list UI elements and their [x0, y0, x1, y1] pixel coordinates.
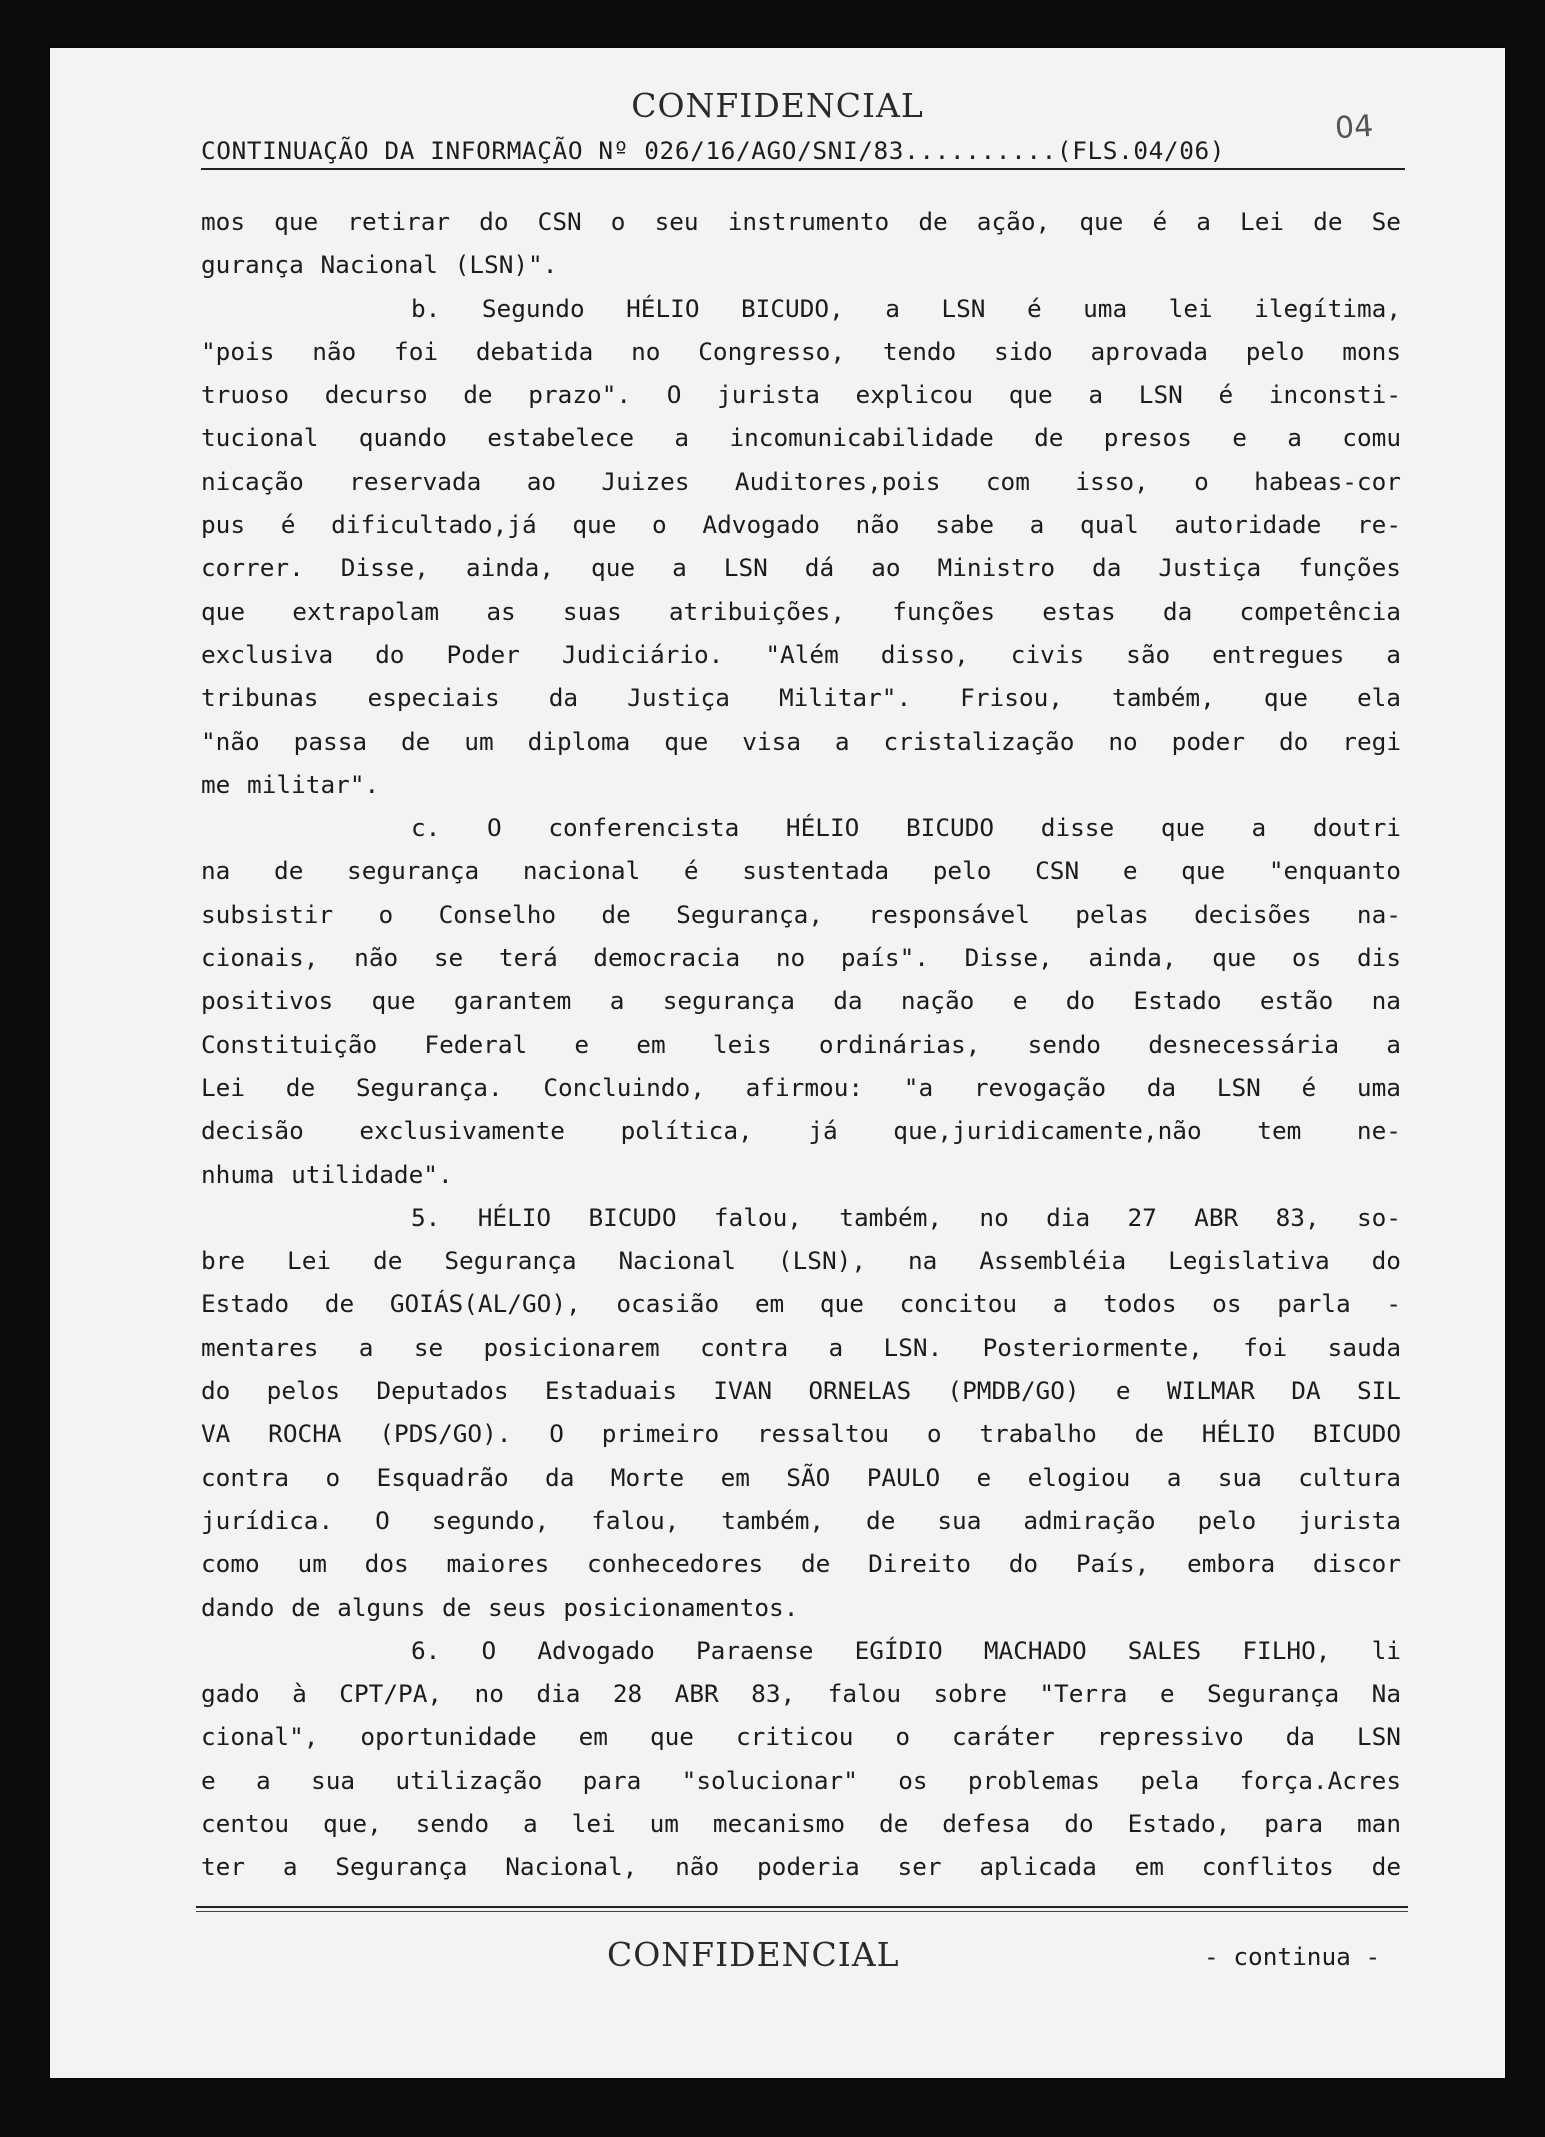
body-line: na de segurança nacional é sustentada pelo CSN e que "enquanto [201, 856, 1401, 886]
body-line: mos que retirar do CSN o seu instrumento de ação, que é a Lei de Se [201, 207, 1401, 236]
body-line: subsistir o Conselho de Segurança, responsável pelas decisões na- [201, 899, 1401, 929]
body-line: c. O conferencista HÉLIO BICUDO disse que a doutri [411, 813, 1401, 843]
body-line: "pois não foi debatida no Congresso, tendo sido aprovada pelo mons [201, 336, 1401, 366]
body-line: b. Segundo HÉLIO BICUDO, a LSN é uma lei ilegítima, [411, 293, 1401, 323]
body-line: jurídica. O segundo, falou, também, de sua admiração pelo jurista [201, 1505, 1401, 1535]
body-line: me militar". [201, 769, 380, 799]
body-line: dando de alguns de seus posicionamentos. [201, 1592, 799, 1622]
body-line: tribunas especiais da Justiça Militar". Frisou, também, que ela [201, 683, 1401, 713]
body-line: do pelos Deputados Estaduais IVAN ORNELAS (PMDB/GO) e WILMAR DA SIL [201, 1376, 1401, 1406]
body-line: correr. Disse, ainda, que a LSN dá ao Ministro da Justiça funções [201, 553, 1401, 583]
body-line: exclusiva do Poder Judiciário. "Além disso, civis são entregues a [201, 639, 1401, 669]
body-line: ter a Segurança Nacional, não poderia ser aplicada em conflitos de [201, 1852, 1401, 1882]
body-line: decisão exclusivamente política, já que,juridicamente,não tem ne- [201, 1116, 1401, 1146]
body-line: 5. HÉLIO BICUDO falou, também, no dia 27 ABR 83, so- [411, 1202, 1401, 1232]
continuation-line: CONTINUAÇÃO DA INFORMAÇÃO Nº 026/16/AGO/SNI/83..........(FLS.04/06) [201, 136, 1405, 170]
body-line: Constituição Federal e em leis ordinárias, sendo desnecessária a [201, 1029, 1401, 1059]
body-line: pus é dificultado,já que o Advogado não sabe a qual autoridade re- [201, 510, 1401, 540]
body-line: gado à CPT/PA, no dia 28 ABR 83, falou sobre "Terra e Segurança Na [201, 1679, 1401, 1709]
body-line: que extrapolam as suas atribuições, funções estas da competência [201, 596, 1401, 626]
body-line: 6. O Advogado Paraense EGÍDIO MACHADO SALES FILHO, li [411, 1635, 1401, 1665]
footer-classification: CONFIDENCIAL [607, 1935, 900, 1974]
handwritten-page-number: 04 [1333, 108, 1375, 147]
body-line: Estado de GOIÁS(AL/GO), ocasião em que concitou a todos os parla - [201, 1289, 1401, 1319]
body-line: como um dos maiores conhecedores de Direito do País, embora discor [201, 1549, 1401, 1579]
body-line: mentares a se posicionarem contra a LSN. Posteriormente, foi sauda [201, 1332, 1401, 1362]
body-line: VA ROCHA (PDS/GO). O primeiro ressaltou o trabalho de HÉLIO BICUDO [201, 1419, 1401, 1449]
body-line: gurança Nacional (LSN)". [201, 250, 558, 280]
footer-rule [196, 1906, 1408, 1912]
body-line: positivos que garantem a segurança da nação e do Estado estão na [201, 986, 1401, 1016]
body-line: truoso decurso de prazo". O jurista explicou que a LSN é inconsti- [201, 380, 1401, 410]
body-line: contra o Esquadrão da Morte em SÃO PAULO e elogiou a sua cultura [201, 1462, 1401, 1492]
body-line: Lei de Segurança. Concluindo, afirmou: "a revogação da LSN é uma [201, 1072, 1401, 1102]
body-line: cional", oportunidade em que criticou o caráter repressivo da LSN [201, 1722, 1401, 1752]
body-line: nhuma utilidade". [201, 1159, 453, 1189]
continua-label: - continua - [1204, 1942, 1381, 1971]
body-line: centou que, sendo a lei um mecanismo de defesa do Estado, para man [201, 1808, 1401, 1838]
body-line: bre Lei de Segurança Nacional (LSN), na Assembléia Legislativa do [201, 1246, 1401, 1276]
body-line: nicação reservada ao Juizes Auditores,pois com isso, o habeas-cor [201, 466, 1401, 496]
document-body [201, 200, 1401, 1889]
body-line: cionais, não se terá democracia no país". Disse, ainda, que os dis [201, 943, 1401, 973]
body-line: tucional quando estabelece a incomunicabilidade de presos e a comu [201, 423, 1401, 453]
body-line: e a sua utilização para "solucionar" os problemas pela força.Acres [201, 1765, 1401, 1795]
header-classification: CONFIDENCIAL [631, 86, 924, 125]
body-line: "não passa de um diploma que visa a cristalização no poder do regi [201, 726, 1401, 756]
